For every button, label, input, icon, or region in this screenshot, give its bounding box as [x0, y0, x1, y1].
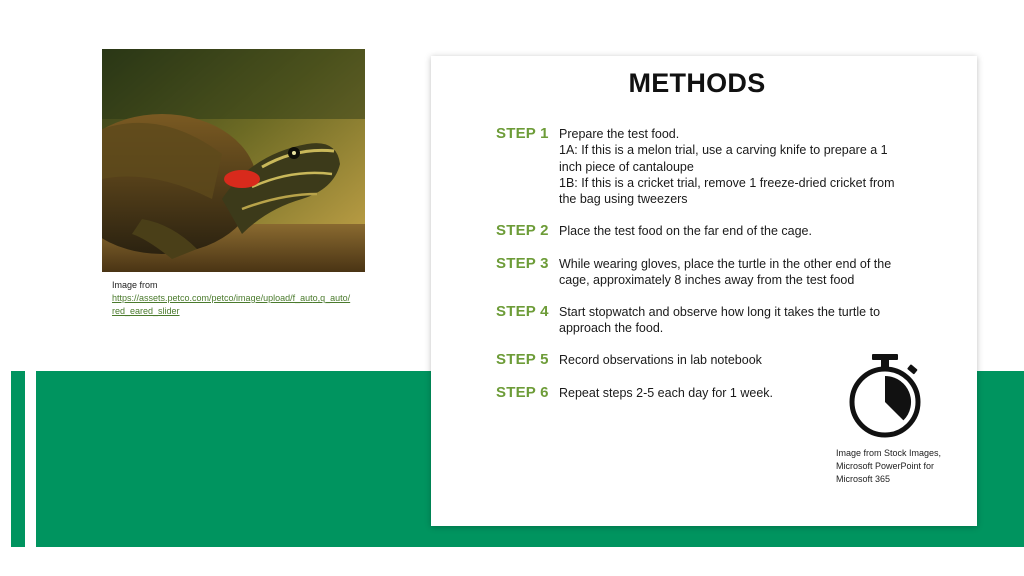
photo-source-link-part2: o,q_auto/red_eared_slider: [112, 293, 351, 316]
slide-title: METHODS: [628, 68, 766, 98]
step-text: [559, 126, 951, 207]
step-label: STEP 6: [496, 384, 549, 401]
stopwatch-icon: [845, 352, 925, 442]
step-line: cage, approximately 8 inches away from the test food: [559, 273, 855, 288]
turtle-image: [102, 49, 365, 272]
stopwatch-caption-line2: Microsoft PowerPoint for: [836, 461, 935, 472]
turtle-photo: [102, 49, 365, 272]
accent-band-left: [11, 371, 25, 547]
step-line: Repeat steps 2-5 each day for 1 week.: [559, 386, 774, 400]
step-line: Start stopwatch and observe how long it takes the turtle to: [559, 305, 881, 319]
step-line: 1A: If this is a melon trial, use a carving knife to prepare a 1: [559, 143, 888, 158]
stopwatch-caption: [836, 447, 966, 487]
step-label: STEP 2: [496, 222, 549, 239]
step-line: 1B: If this is a cricket trial, remove 1 freeze-dried cricket from: [559, 175, 895, 190]
step-label: STEP 5: [496, 351, 549, 368]
step-text: [559, 304, 951, 337]
step-line: Record observations in lab notebook: [559, 353, 762, 367]
step-label: STEP 3: [496, 255, 549, 272]
photo-source-link-part1: https://assets.petco.com/petco/image/upload/f_aut: [112, 293, 313, 303]
stopwatch-caption-line1: Image from Stock Images,: [836, 448, 942, 458]
step-label: STEP 4: [496, 303, 549, 320]
stopwatch-caption-line3: Microsoft 365: [836, 474, 891, 485]
step-label: STEP 1: [496, 125, 549, 142]
step-line: the bag using tweezers: [559, 192, 688, 207]
step-text: [559, 256, 951, 289]
step-text: [559, 223, 951, 239]
photo-caption: [112, 279, 352, 318]
step-line: inch piece of cantaloupe: [559, 159, 694, 174]
step-line: Prepare the test food.: [559, 127, 680, 141]
photo-source-link[interactable]: [112, 292, 352, 318]
step-line: While wearing gloves, place the turtle in the other end of the: [559, 257, 892, 271]
step-line: Place the test food on the far end of the cage.: [559, 224, 812, 238]
photo-caption-prefix: Image from: [112, 280, 158, 290]
step-line: approach the food.: [559, 321, 664, 336]
